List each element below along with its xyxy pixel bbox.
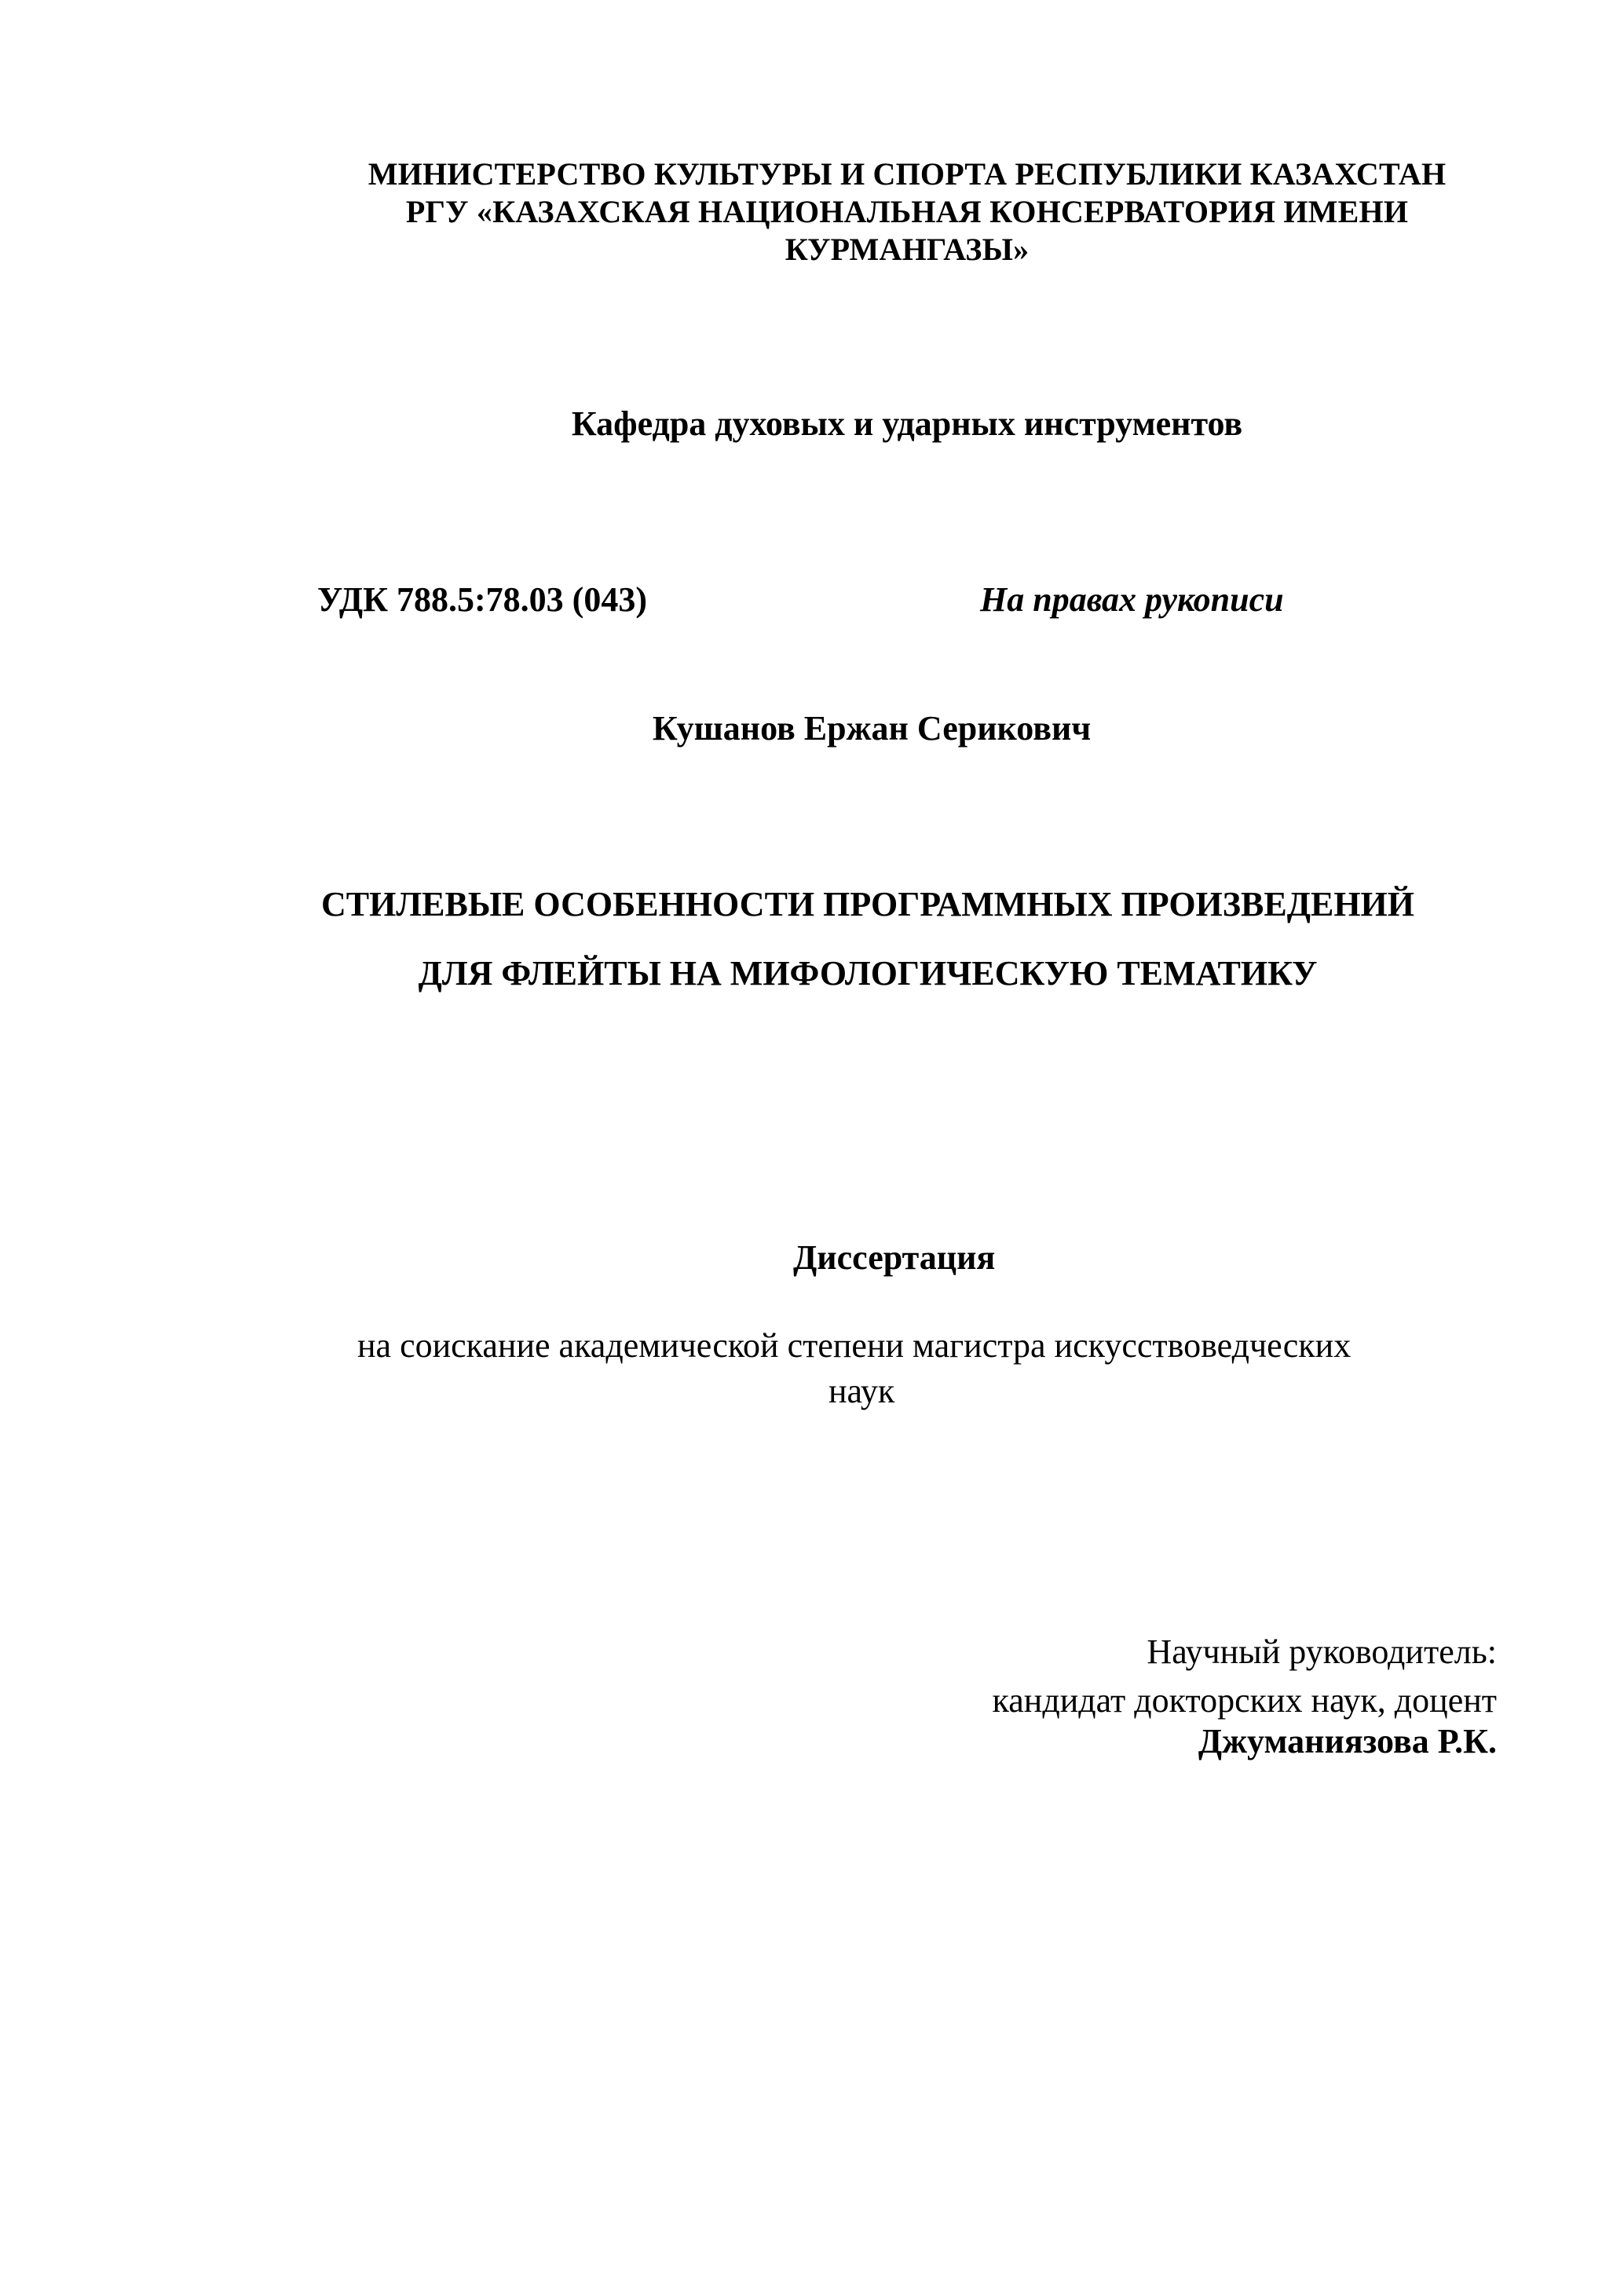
degree-text-line-2: наук — [828, 1372, 895, 1410]
udk-code: УДК 788.5:78.03 (043) — [317, 580, 647, 619]
department-name: Кафедра духовых и ударных инструментов — [571, 404, 1243, 443]
supervisor-name: Джуманиязова Р.К. — [1198, 1722, 1497, 1760]
supervisor-position: кандидат докторских наук, доцент — [992, 1681, 1497, 1720]
ministry-heading-line-2: РГУ «КАЗАХСКАЯ НАЦИОНАЛЬНАЯ КОНСЕРВАТОРИЯ ИМЕНИ — [405, 194, 1409, 229]
thesis-title-line-2: ДЛЯ ФЛЕЙТЫ НА МИФОЛОГИЧЕСКУЮ ТЕМАТИКУ — [418, 954, 1318, 993]
author-name: Кушанов Ержан Серикович — [652, 709, 1092, 748]
degree-text-line-1: на соискание академической степени магистра искусствоведческих — [357, 1326, 1352, 1365]
ministry-heading-line-1: МИНИСТЕРСТВО КУЛЬТУРЫ И СПОРТА РЕСПУБЛИКИ КАЗАХСТАН — [368, 156, 1447, 192]
manuscript-note: На правах рукописи — [980, 580, 1284, 619]
ministry-heading-line-3: КУРМАНГАЗЫ» — [785, 232, 1030, 267]
thesis-title-line-1: СТИЛЕВЫЕ ОСОБЕННОСТИ ПРОГРАММНЫХ ПРОИЗВЕДЕНИЙ — [321, 885, 1414, 923]
work-type-heading: Диссертация — [793, 1238, 996, 1277]
supervisor-label: Научный руководитель: — [1147, 1632, 1497, 1671]
